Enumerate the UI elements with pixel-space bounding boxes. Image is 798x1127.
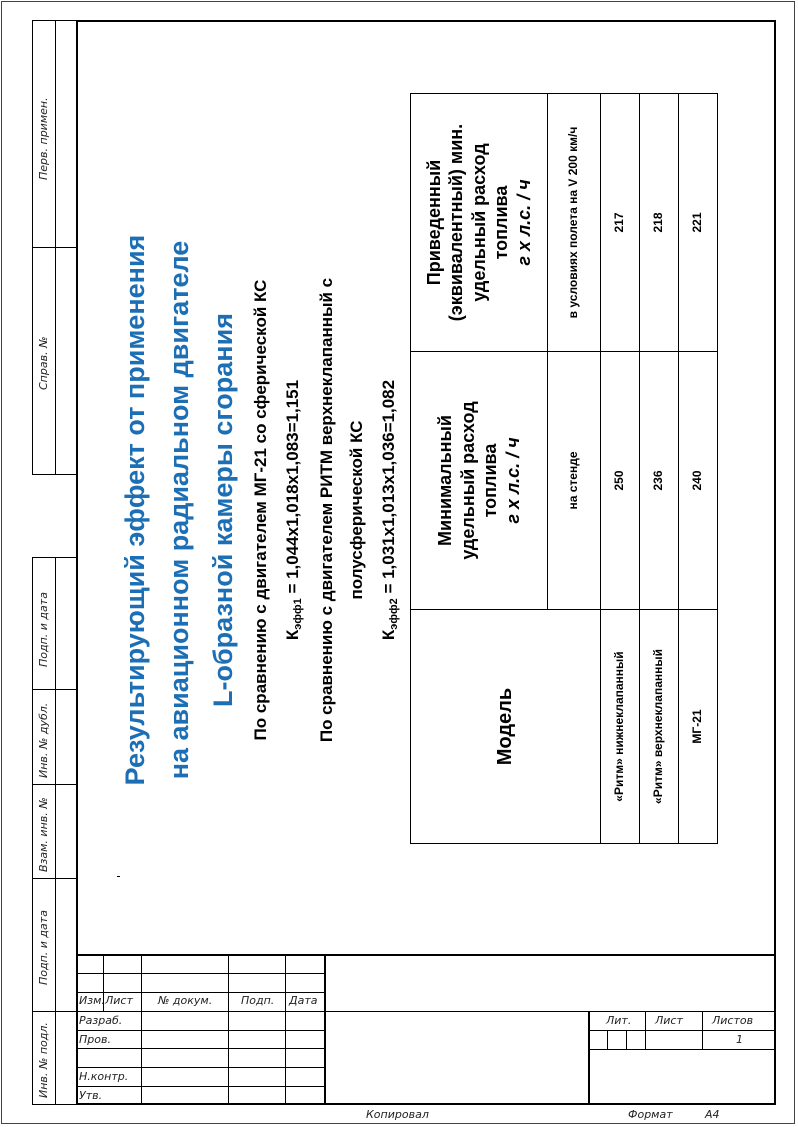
label-utv: Утв.: [79, 1089, 103, 1102]
fuel-consumption-table: [410, 93, 718, 844]
side-label-podp-data: Подп. и дата: [37, 592, 50, 667]
header-min-consumption: [411, 352, 548, 610]
header-line: (эквивалентный) мин.: [446, 123, 467, 322]
row-min-value: 236: [640, 352, 679, 610]
table-row: [679, 94, 718, 844]
comparison-text: По сравнению с двигателем МГ-21 со сферической КС: [251, 279, 270, 741]
formula-k-eff-1: [284, 80, 304, 940]
label-podp: Подп.: [241, 994, 275, 1007]
side-label-vzam-inv: Взам. инв. №: [37, 797, 50, 872]
label-izm: Изм.: [79, 994, 105, 1007]
title-block-line: [141, 954, 142, 1105]
slide-title-line: на авиационном радиальном двигателе: [164, 240, 194, 780]
header-line: топлива: [480, 443, 500, 518]
condition-reduced: в условиях полета на V 200 км/ч: [548, 94, 601, 352]
side-stamp-line: [32, 247, 77, 248]
side-stamp-line: [32, 557, 33, 1105]
label-list-right: Лист: [655, 1014, 683, 1027]
slide-content: [112, 80, 732, 940]
header-line: удельный расход: [468, 143, 489, 302]
title-block-line: [76, 992, 324, 993]
header-reduced-consumption: [411, 94, 548, 352]
row-model: МГ-21: [679, 610, 718, 844]
side-label-inv-dubl: Инв. № дубл.: [37, 702, 50, 778]
header-line: удельный расход: [457, 401, 478, 560]
footer-format-label: Формат: [628, 1108, 673, 1121]
title-block-line: [645, 1011, 646, 1049]
slide-title-line: L-образной камеры сгорания: [208, 313, 238, 707]
formula-subscript: эфф2: [388, 598, 400, 630]
header-unit: г х л.с. / ч: [502, 437, 523, 524]
table-row: [640, 94, 679, 844]
row-reduced-value: 217: [601, 94, 640, 352]
label-prov: Пров.: [79, 1033, 111, 1046]
row-reduced-value: 221: [679, 94, 718, 352]
side-stamp-line: [32, 784, 77, 785]
side-stamp-line: [55, 557, 56, 1105]
row-min-value: 240: [679, 352, 718, 610]
header-line: топлива: [491, 185, 512, 260]
row-model: «Ритм» нижнеклапанный: [601, 610, 640, 844]
side-stamp-line: [32, 878, 77, 879]
title-block-line: [76, 1030, 324, 1031]
title-block-line: [324, 954, 326, 1105]
title-block-line: [702, 1011, 703, 1049]
side-label-inv-podl: Инв. № подл.: [37, 1022, 50, 1098]
label-lit: Лит.: [606, 1014, 632, 1027]
side-label-sprav-no: Справ. №: [37, 336, 50, 390]
title-block-line: [76, 954, 776, 956]
formula-expression: = 1,044х1,018х1,083=1,151: [283, 379, 302, 599]
row-min-value: 250: [601, 352, 640, 610]
label-no-dokum: № докум.: [158, 994, 213, 1007]
title-block-line: [626, 1030, 627, 1049]
label-data: Дата: [289, 994, 318, 1007]
formula-symbol: К: [379, 629, 398, 641]
side-stamp-line: [32, 20, 77, 21]
title-block-line: [76, 1067, 324, 1068]
comparison-text: По сравнению с двигателем РИТМ верхнеклапанный с: [317, 277, 336, 743]
label-list: Лист: [105, 994, 133, 1007]
comparison-text: полусферической КС: [347, 420, 366, 600]
row-reduced-value: 218: [640, 94, 679, 352]
header-model: Модель: [411, 610, 601, 844]
title-block-line: [228, 954, 229, 1105]
title-block-line: [76, 1011, 324, 1012]
slide-title-line: Результирующий эффект от применения: [120, 234, 150, 786]
value-listov: 1: [736, 1033, 743, 1046]
formula-expression: = 1,031х1,013х1,036=1,082: [379, 379, 398, 599]
title-block-line: [588, 1011, 590, 1105]
title-block-line: [326, 1011, 776, 1012]
row-model: «Ритм» верхнеклапанный: [640, 610, 679, 844]
formula-subscript: эфф1: [292, 598, 304, 630]
label-n-kontr: Н.контр.: [79, 1070, 129, 1083]
label-listov: Листов: [712, 1014, 754, 1027]
header-unit: г х л.с. / ч: [513, 179, 534, 266]
side-stamp-line: [32, 557, 77, 558]
side-stamp-line: [32, 1104, 77, 1105]
title-block-line: [76, 1048, 324, 1049]
header-line: Приведенный: [423, 159, 444, 286]
title-block-line: [76, 1086, 324, 1087]
label-razrab: Разраб.: [79, 1014, 123, 1027]
formula-k-eff-2: [380, 80, 400, 940]
table-row: [601, 94, 640, 844]
header-line: Минимальный: [435, 415, 455, 546]
side-stamp-line: [32, 689, 77, 690]
side-label-podp-data: Подп. и дата: [37, 910, 50, 985]
footer-format-value: А4: [705, 1108, 720, 1121]
title-block-line: [76, 973, 324, 974]
footer-kopiroval: Копировал: [366, 1108, 429, 1121]
side-label-perv-primen: Перв. примен.: [37, 97, 50, 180]
title-block-line: [285, 954, 286, 1105]
title-block-line: [588, 1030, 776, 1031]
title-block-line: [607, 1030, 608, 1049]
side-stamp-line: [32, 474, 77, 475]
title-block-line: [588, 1049, 776, 1050]
condition-min: на стенде: [548, 352, 601, 610]
table-header-row: [411, 94, 548, 844]
formula-symbol: К: [283, 629, 302, 641]
side-stamp-line: [32, 1011, 77, 1012]
